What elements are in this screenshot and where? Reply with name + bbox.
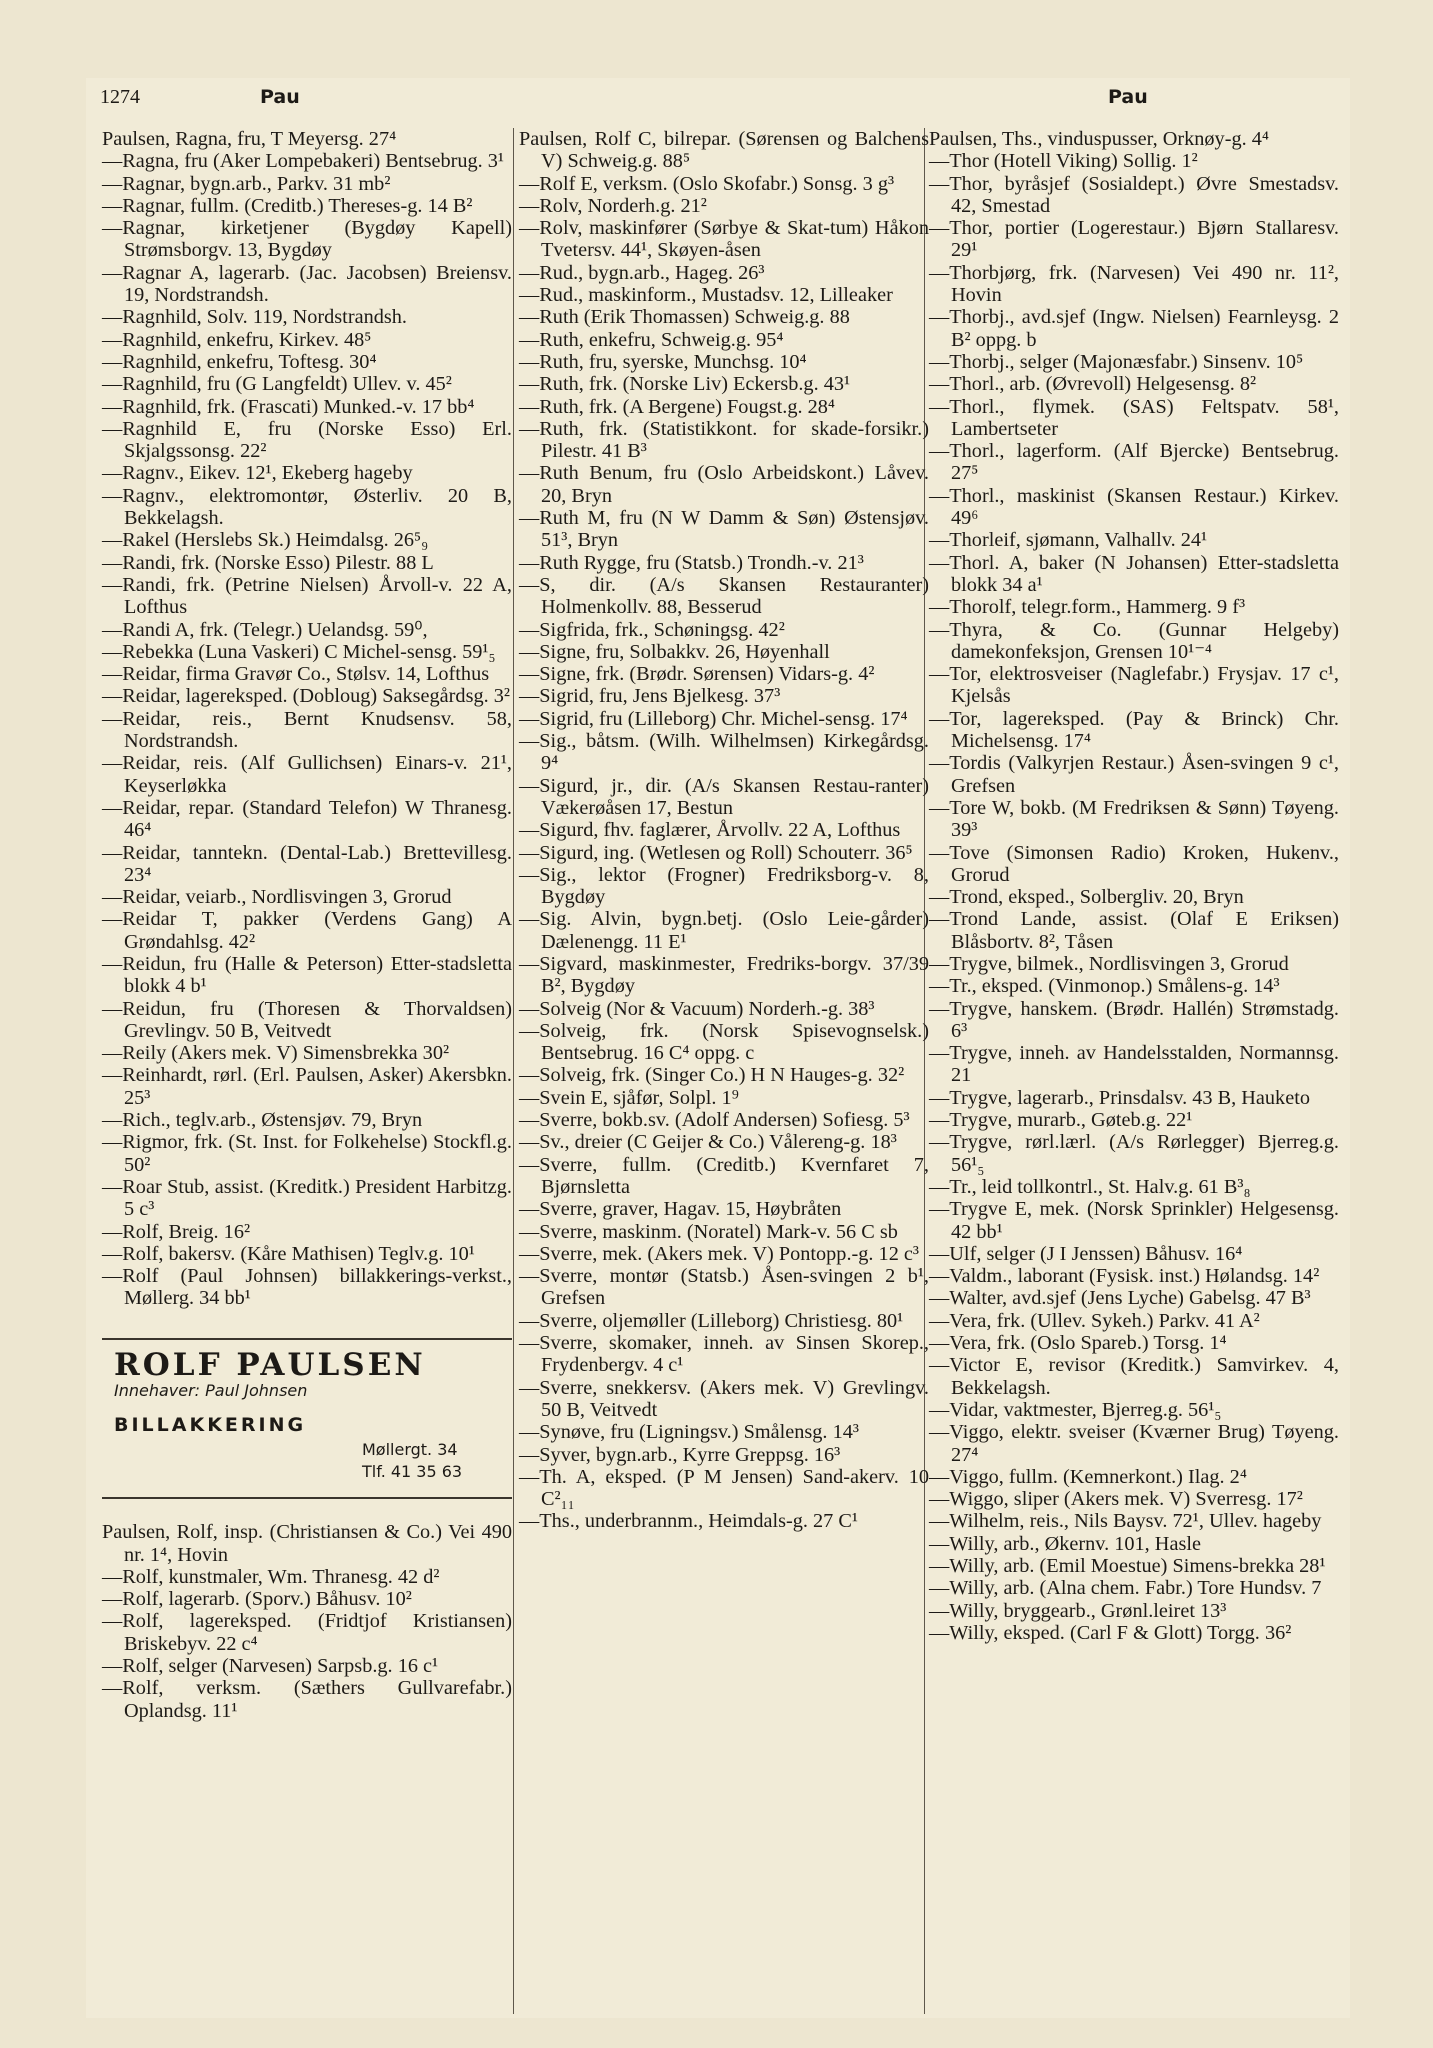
directory-entry: —Syver, bygn.arb., Kyrre Greppsg. 16³	[519, 1443, 841, 1466]
directory-entry: —Willy, bryggearb., Grønl.leiret 13³	[929, 1599, 1227, 1622]
directory-entry: —Rolf, verksm. (Sæthers Gullvarefabr.) Oplandsg. 11¹	[102, 1677, 512, 1722]
directory-entry: —Ruth (Erik Thomassen) Schweig.g. 88	[519, 306, 850, 329]
ad-phone: Tlf. 41 35 63	[362, 1461, 463, 1481]
directory-entry: —Sverre, graver, Hagav. 15, Høybråten	[519, 1198, 842, 1221]
ad-business: BILLAKKERING	[114, 1414, 307, 1437]
directory-entry: —Reinhardt, rørl. (Erl. Paulsen, Asker) Akersbkn. 25³	[102, 1064, 512, 1109]
directory-entry: —Sverre, oljemøller (Lilleborg) Christiesg. 80¹	[519, 1309, 904, 1332]
directory-entry: —Solveig, frk. (Singer Co.) H N Hauges-g. 32²	[519, 1064, 905, 1087]
directory-entry: —Synøve, fru (Ligningsv.) Smålensg. 14³	[519, 1421, 859, 1444]
column-1	[102, 128, 512, 1722]
directory-entry: —Trygve, rørl.lærl. (A/s Rørlegger) Bjerreg.g. 56¹₅	[929, 1131, 1339, 1176]
directory-entry: —Rich., teglv.arb., Østensjøv. 79, Bryn	[102, 1109, 423, 1132]
directory-entry: —Willy, arb. (Alna chem. Fabr.) Tore Hundsv. 7	[929, 1577, 1322, 1600]
rolf-paulsen-advertisement	[102, 1338, 512, 1499]
directory-entry: Paulsen, Rolf, insp. (Christiansen & Co.) Vei 490 nr. 1⁴, Hovin	[102, 1521, 512, 1566]
directory-entry: —Reidar, repar. (Standard Telefon) W Thranesg. 46⁴	[102, 796, 512, 842]
directory-entry: —Reidar, veiarb., Nordlisvingen 3, Grorud	[102, 886, 452, 909]
directory-entry: Paulsen, Ragna, fru, T Meyersg. 27⁴	[102, 128, 397, 150]
directory-entry: —Sigurd, fhv. faglærer, Årvollv. 22 A, Lofthus	[519, 819, 901, 842]
ad-owner: Innehaver: Paul Johnsen	[114, 1381, 308, 1401]
directory-entry: —Ragnar, fullm. (Creditb.) Thereses-g. 14 B²	[102, 194, 473, 217]
ad-address: Møllergt. 34	[362, 1439, 458, 1459]
directory-entry: —Sig., båtsm. (Wilh. Wilhelmsen) Kirkegårdsg. 9⁴	[519, 730, 929, 775]
directory-entry: —Valdm., laborant (Fysisk. inst.) Hølandsg. 14²	[929, 1265, 1320, 1288]
directory-entry: —Thorl., arb. (Øvrevoll) Helgesensg. 8²	[929, 373, 1257, 396]
directory-entry: —Willy, arb. (Emil Moestue) Simens-brekka 28¹	[929, 1555, 1326, 1577]
directory-entry: —Rolf E, verksm. (Oslo Skofabr.) Sonsg. 3 g³	[519, 172, 895, 195]
directory-entry: —Thorl., flymek. (SAS) Feltspatv. 58¹, Lambertseter	[929, 395, 1339, 440]
directory-entry: —Rolf, lagerarb. (Sporv.) Båhusv. 10²	[102, 1588, 412, 1611]
directory-entry: —Signe, fru, Solbakkv. 26, Høyenhall	[519, 640, 830, 663]
directory-entry: —Rolf, bakersv. (Kåre Mathisen) Teglv.g. 10¹	[102, 1242, 475, 1265]
directory-entry: —Rud., bygn.arb., Hageg. 26³	[519, 261, 765, 284]
directory-entry: —Rolv, maskinfører (Sørbye & Skat-tum) Håkon Tvetersv. 44¹, Skøyen-åsen	[519, 217, 929, 262]
directory-entry: —Sigvard, maskinmester, Fredriks-borgv. 37/39 B², Bygdøy	[519, 952, 929, 998]
directory-entry: —Ruth, frk. (A Bergene) Fougst.g. 28⁴	[519, 395, 835, 418]
directory-entry: —Ruth, fru, syerske, Munchsg. 10⁴	[519, 350, 807, 373]
directory-entry: —Reidar, lagereksped. (Dobloug) Saksegårdsg. 3²	[102, 685, 510, 708]
directory-entry: —Thor, byråsjef (Sosialdept.) Øvre Smestadsv. 42, Smestad	[929, 172, 1339, 217]
directory-entry: —Solveig, frk. (Norsk Spisevognselsk.) Bentsebrug. 16 C⁴ oppg. c	[519, 1019, 929, 1065]
directory-entry: —Reidar T, pakker (Verdens Gang) A Grøndahlsg. 42²	[102, 908, 512, 953]
directory-entry: —Wiggo, sliper (Akers mek. V) Sverresg. 17²	[929, 1488, 1303, 1511]
directory-entry: —Thorl. A, baker (N Johansen) Etter-stadsletta blokk 34 a¹	[929, 551, 1339, 596]
directory-entry: —Ruth Rygge, fru (Statsb.) Trondh.-v. 21³	[519, 551, 864, 574]
directory-entry: —Reidar, firma Gravør Co., Stølsv. 14, Lofthus	[102, 663, 490, 686]
directory-entry: —Tore W, bokb. (M Fredriksen & Sønn) Tøyeng. 39³	[929, 796, 1339, 842]
directory-entry: —Ragnhild, Solv. 119, Nordstrandsh.	[102, 306, 407, 329]
directory-entry: —Ruth, enkefru, Schweig.g. 95⁴	[519, 328, 784, 351]
directory-entry: —Randi A, frk. (Telegr.) Uelandsg. 59⁰,	[102, 618, 428, 641]
directory-entry: —Sv., dreier (C Geijer & Co.) Vålereng-g. 18³	[519, 1131, 897, 1154]
directory-entry: —Ragnhild, fru (G Langfeldt) Ullev. v. 45²	[102, 373, 452, 396]
directory-entry: —Svein E, sjåfør, Solpl. 1⁹	[519, 1086, 739, 1109]
page-header	[100, 86, 1336, 120]
directory-entry: —Ragnar, bygn.arb., Parkv. 31 mb²	[102, 172, 391, 195]
directory-entry: —Roar Stub, assist. (Kreditk.) President Harbitzg. 5 c³	[102, 1175, 512, 1221]
directory-entry: —Tr., eksped. (Vinmonop.) Smålens-g. 14³	[929, 975, 1280, 998]
directory-entry: —Viggo, elektr. sveiser (Kværner Brug) Tøyeng. 27⁴	[929, 1421, 1339, 1466]
directory-entry: —Rolf, kunstmaler, Wm. Thranesg. 42 d²	[102, 1565, 440, 1588]
directory-entry: —Thor, portier (Logerestaur.) Bjørn Stallaresv. 29¹	[929, 217, 1339, 262]
directory-entry: —Thorl., lagerform. (Alf Bjercke) Bentsebrug. 27⁵	[929, 440, 1339, 485]
directory-entry: —Rolf (Paul Johnsen) billakkerings-verkst., Møllerg. 34 bb¹	[102, 1265, 512, 1310]
left-running-head: Pau	[260, 86, 300, 108]
directory-entry: —Vera, frk. (Ullev. Sykeh.) Parkv. 41 A²	[929, 1309, 1260, 1332]
directory-entry: —Vidar, vaktmester, Bjerreg.g. 56¹₅	[929, 1398, 1222, 1421]
directory-entry: —Tor, elektrosveiser (Naglefabr.) Frysjav. 17 c¹, Kjelsås	[929, 663, 1339, 708]
directory-entry: —Randi, frk. (Petrine Nielsen) Årvoll-v. 22 A, Lofthus	[102, 573, 512, 619]
directory-entry: —Thorbjørg, frk. (Narvesen) Vei 490 nr. 11², Hovin	[929, 261, 1339, 307]
directory-entry: —Ragnv., elektromontør, Østerliv. 20 B, Bekkelagsh.	[102, 484, 512, 530]
directory-entry: —Tr., leid tollkontrl., St. Halv.g. 61 B³₈	[929, 1175, 1251, 1198]
directory-entry: —Thorbj., avd.sjef (Ingw. Nielsen) Fearnleysg. 2 B² oppg. b	[929, 306, 1339, 351]
directory-entry: —Reidun, fru (Halle & Peterson) Etter-stadsletta blokk 4 b¹	[102, 952, 512, 998]
directory-entry: —Sverre, maskinm. (Noratel) Mark-v. 56 C sb	[519, 1220, 898, 1243]
directory-entry: —Sig., lektor (Frogner) Fredriksborg-v. 8, Bygdøy	[519, 863, 929, 909]
directory-entry: —Trygve, inneh. av Handelsstalden, Normannsg. 21	[929, 1042, 1339, 1087]
directory-entry: —Rebekka (Luna Vaskeri) C Michel-sensg. 59¹₅	[102, 640, 496, 663]
directory-entry: —Tor, lagereksped. (Pay & Brinck) Chr. Michelsensg. 17⁴	[929, 707, 1339, 753]
directory-entry: —Trygve, murarb., Gøteb.g. 22¹	[929, 1109, 1193, 1132]
directory-entry: Paulsen, Rolf C, bilrepar. (Sørensen og Balchens V) Schweig.g. 88⁵	[519, 128, 929, 173]
directory-entry: —Randi, frk. (Norske Esso) Pilestr. 88 L	[102, 551, 434, 574]
directory-entry: —Rolf, selger (Narvesen) Sarpsb.g. 16 c¹	[102, 1655, 439, 1677]
directory-entry: —Trond Lande, assist. (Olaf E Eriksen) Blåsbortv. 8², Tåsen	[929, 908, 1339, 953]
page-number: 1274	[100, 86, 140, 108]
directory-entry: —Thorbj., selger (Majonæsfabr.) Sinsenv. 10⁵	[929, 350, 1304, 373]
directory-entry: —Thor (Hotell Viking) Sollig. 1²	[929, 150, 1198, 173]
directory-entry: —Sigrid, fru (Lilleborg) Chr. Michel-sensg. 17⁴	[519, 707, 908, 730]
directory-entry: —Thyra, & Co. (Gunnar Helgeby) damekonfeksjon, Grensen 10¹⁻⁴	[929, 618, 1339, 663]
directory-entry: —Rolf, lagereksped. (Fridtjof Kristiansen) Briskebyv. 22 c⁴	[102, 1610, 512, 1655]
directory-entry: —Ruth M, fru (N W Damm & Søn) Østensjøv. 51³, Bryn	[519, 507, 929, 552]
directory-entry: —Willy, eksped. (Carl F & Glott) Torgg. 36²	[929, 1621, 1292, 1644]
directory-entry: —Ragnar, kirketjener (Bygdøy Kapell) Strømsborgv. 13, Bygdøy	[102, 217, 512, 262]
column-2	[519, 128, 929, 1533]
directory-entry: —Ragnar A, lagerarb. (Jac. Jacobsen) Breiensv. 19, Nordstrandsh.	[102, 261, 512, 307]
directory-entry: —Rigmor, frk. (St. Inst. for Folkehelse) Stockfl.g. 50²	[102, 1131, 512, 1176]
directory-entry: —Ragnv., Eikev. 12¹, Ekeberg hageby	[102, 462, 413, 485]
directory-entry: —Sigfrida, frk., Schøningsg. 42²	[519, 618, 785, 641]
directory-entry: —Trygve, hanskem. (Brødr. Hallén) Strømstadg. 6³	[929, 997, 1339, 1042]
directory-entry: —Ulf, selger (J I Jenssen) Båhusv. 16⁴	[929, 1242, 1243, 1265]
directory-entry: —Wilhelm, reis., Nils Baysv. 72¹, Ullev. hageby	[929, 1510, 1322, 1533]
directory-entry: —Ragnhild E, fru (Norske Esso) Erl. Skjalgssonsg. 22²	[102, 417, 512, 463]
directory-entry: —Walter, avd.sjef (Jens Lyche) Gabelsg. 47 B³	[929, 1287, 1311, 1310]
directory-entry: —Ragnhild, frk. (Frascati) Munked.-v. 17 bb⁴	[102, 395, 475, 418]
column-1-entries-top	[102, 128, 512, 1310]
directory-entry: —Sverre, snekkersv. (Akers mek. V) Grevlingv. 50 B, Veitvedt	[519, 1376, 929, 1421]
directory-entry: —Ragna, fru (Aker Lompebakeri) Bentsebrug. 3¹	[102, 150, 505, 173]
ad-title: ROLF PAULSEN	[114, 1346, 426, 1383]
directory-entry: —Sverre, fullm. (Creditb.) Kvernfaret 7, Bjørnsletta	[519, 1153, 929, 1198]
directory-entry: —Reidar, reis., Bernt Knudsensv. 58, Nordstrandsh.	[102, 707, 512, 753]
directory-entry: —Viggo, fullm. (Kemnerkont.) Ilag. 2⁴	[929, 1465, 1247, 1488]
directory-entry: —Thorolf, telegr.form., Hammerg. 9 f³	[929, 596, 1246, 619]
directory-entry: —Trygve E, mek. (Norsk Sprinkler) Helgesensg. 42 bb¹	[929, 1198, 1339, 1243]
directory-entry: —S, dir. (A/s Skansen Restauranter) Holmenkollv. 88, Besserud	[519, 573, 929, 619]
directory-entry: —Ruth, frk. (Norske Liv) Eckersb.g. 43¹	[519, 373, 851, 396]
directory-entry: —Rakel (Herslebs Sk.) Heimdalsg. 26⁵₉	[102, 529, 429, 552]
directory-entry: —Ruth, frk. (Statistikkont. for skade-forsikr.) Pilestr. 41 B³	[519, 417, 929, 463]
directory-entry: —Sverre, montør (Statsb.) Åsen-svingen 2 b¹, Grefsen	[519, 1265, 929, 1310]
column-3-entries	[929, 128, 1339, 1644]
directory-entry: Paulsen, Ths., vinduspusser, Orknøy-g. 4⁴	[929, 128, 1269, 150]
directory-entry: —Willy, arb., Økernv. 101, Hasle	[929, 1532, 1201, 1555]
directory-entry: —Trygve, lagerarb., Prinsdalsv. 43 B, Hauketo	[929, 1086, 1310, 1109]
directory-entry: —Victor E, revisor (Kreditk.) Samvirkev. 4, Bekkelagsh.	[929, 1354, 1339, 1399]
directory-entry: —Sigurd, jr., dir. (A/s Skansen Restau-ranter) Vækerøåsen 17, Bestun	[519, 774, 929, 819]
directory-entry: —Trygve, bilmek., Nordlisvingen 3, Grorud	[929, 952, 1289, 975]
directory-entry: —Thorl., maskinist (Skansen Restaur.) Kirkev. 49⁶	[929, 484, 1339, 530]
directory-entry: —Ruth Benum, fru (Oslo Arbeidskont.) Låvev. 20, Bryn	[519, 462, 929, 507]
directory-entry: —Sigrid, fru, Jens Bjelkesg. 37³	[519, 685, 781, 708]
column-3	[929, 128, 1339, 1644]
directory-entry: —Solveig (Nor & Vacuum) Norderh.-g. 38³	[519, 997, 875, 1020]
column-divider	[513, 128, 514, 2014]
directory-entry: —Reily (Akers mek. V) Simensbrekka 30²	[102, 1042, 450, 1065]
directory-entry: —Sverre, bokb.sv. (Adolf Andersen) Sofiesg. 5³	[519, 1109, 910, 1132]
directory-entry: —Vera, frk. (Oslo Spareb.) Torsg. 1⁴	[929, 1332, 1227, 1355]
directory-entry: —Sig. Alvin, bygn.betj. (Oslo Leie-gårder) Dælenengg. 11 E¹	[519, 908, 929, 953]
directory-entry: —Tove (Simonsen Radio) Kroken, Hukenv., Grorud	[929, 841, 1339, 886]
directory-entry: —Ragnhild, enkefru, Toftesg. 30⁴	[102, 350, 377, 373]
directory-entry: —Tordis (Valkyrjen Restaur.) Åsen-svingen 9 c¹, Grefsen	[929, 752, 1339, 797]
directory-entry: —Sigurd, ing. (Wetlesen og Roll) Schouterr. 36⁵	[519, 841, 913, 864]
directory-entry: —Ths., underbrannm., Heimdals-g. 27 C¹	[519, 1510, 858, 1533]
directory-entry: —Rolf, Breig. 16²	[102, 1220, 251, 1243]
directory-entry: —Rolv, Norderh.g. 21²	[519, 194, 707, 217]
directory-entry: —Rud., maskinform., Mustadsv. 12, Lilleaker	[519, 284, 893, 307]
directory-entry: —Sverre, mek. (Akers mek. V) Pontopp.-g. 12 c³	[519, 1242, 919, 1265]
column-1-entries-bottom	[102, 1521, 512, 1722]
directory-entry: —Th. A, eksped. (P M Jensen) Sand-akerv. 10 C²₁₁	[519, 1465, 929, 1511]
right-running-head: Pau	[1108, 86, 1148, 108]
directory-entry: —Thorleif, sjømann, Valhallv. 24¹	[929, 529, 1208, 552]
directory-entry: —Trond, eksped., Solbergliv. 20, Bryn	[929, 886, 1244, 909]
directory-entry: —Signe, frk. (Brødr. Sørensen) Vidars-g. 4²	[519, 663, 875, 686]
directory-entry: —Reidun, fru (Thoresen & Thorvaldsen) Grevlingv. 50 B, Veitvedt	[102, 997, 512, 1042]
directory-entry: —Ragnhild, enkefru, Kirkev. 48⁵	[102, 328, 372, 351]
directory-entry: —Sverre, skomaker, inneh. av Sinsen Skorep., Frydenbergv. 4 c¹	[519, 1332, 929, 1377]
directory-entry: —Reidar, reis. (Alf Gullichsen) Einars-v. 21¹, Keyserløkka	[102, 752, 512, 797]
directory-entry: —Reidar, tanntekn. (Dental-Lab.) Brettevillesg. 23⁴	[102, 841, 512, 886]
column-2-entries	[519, 128, 929, 1533]
